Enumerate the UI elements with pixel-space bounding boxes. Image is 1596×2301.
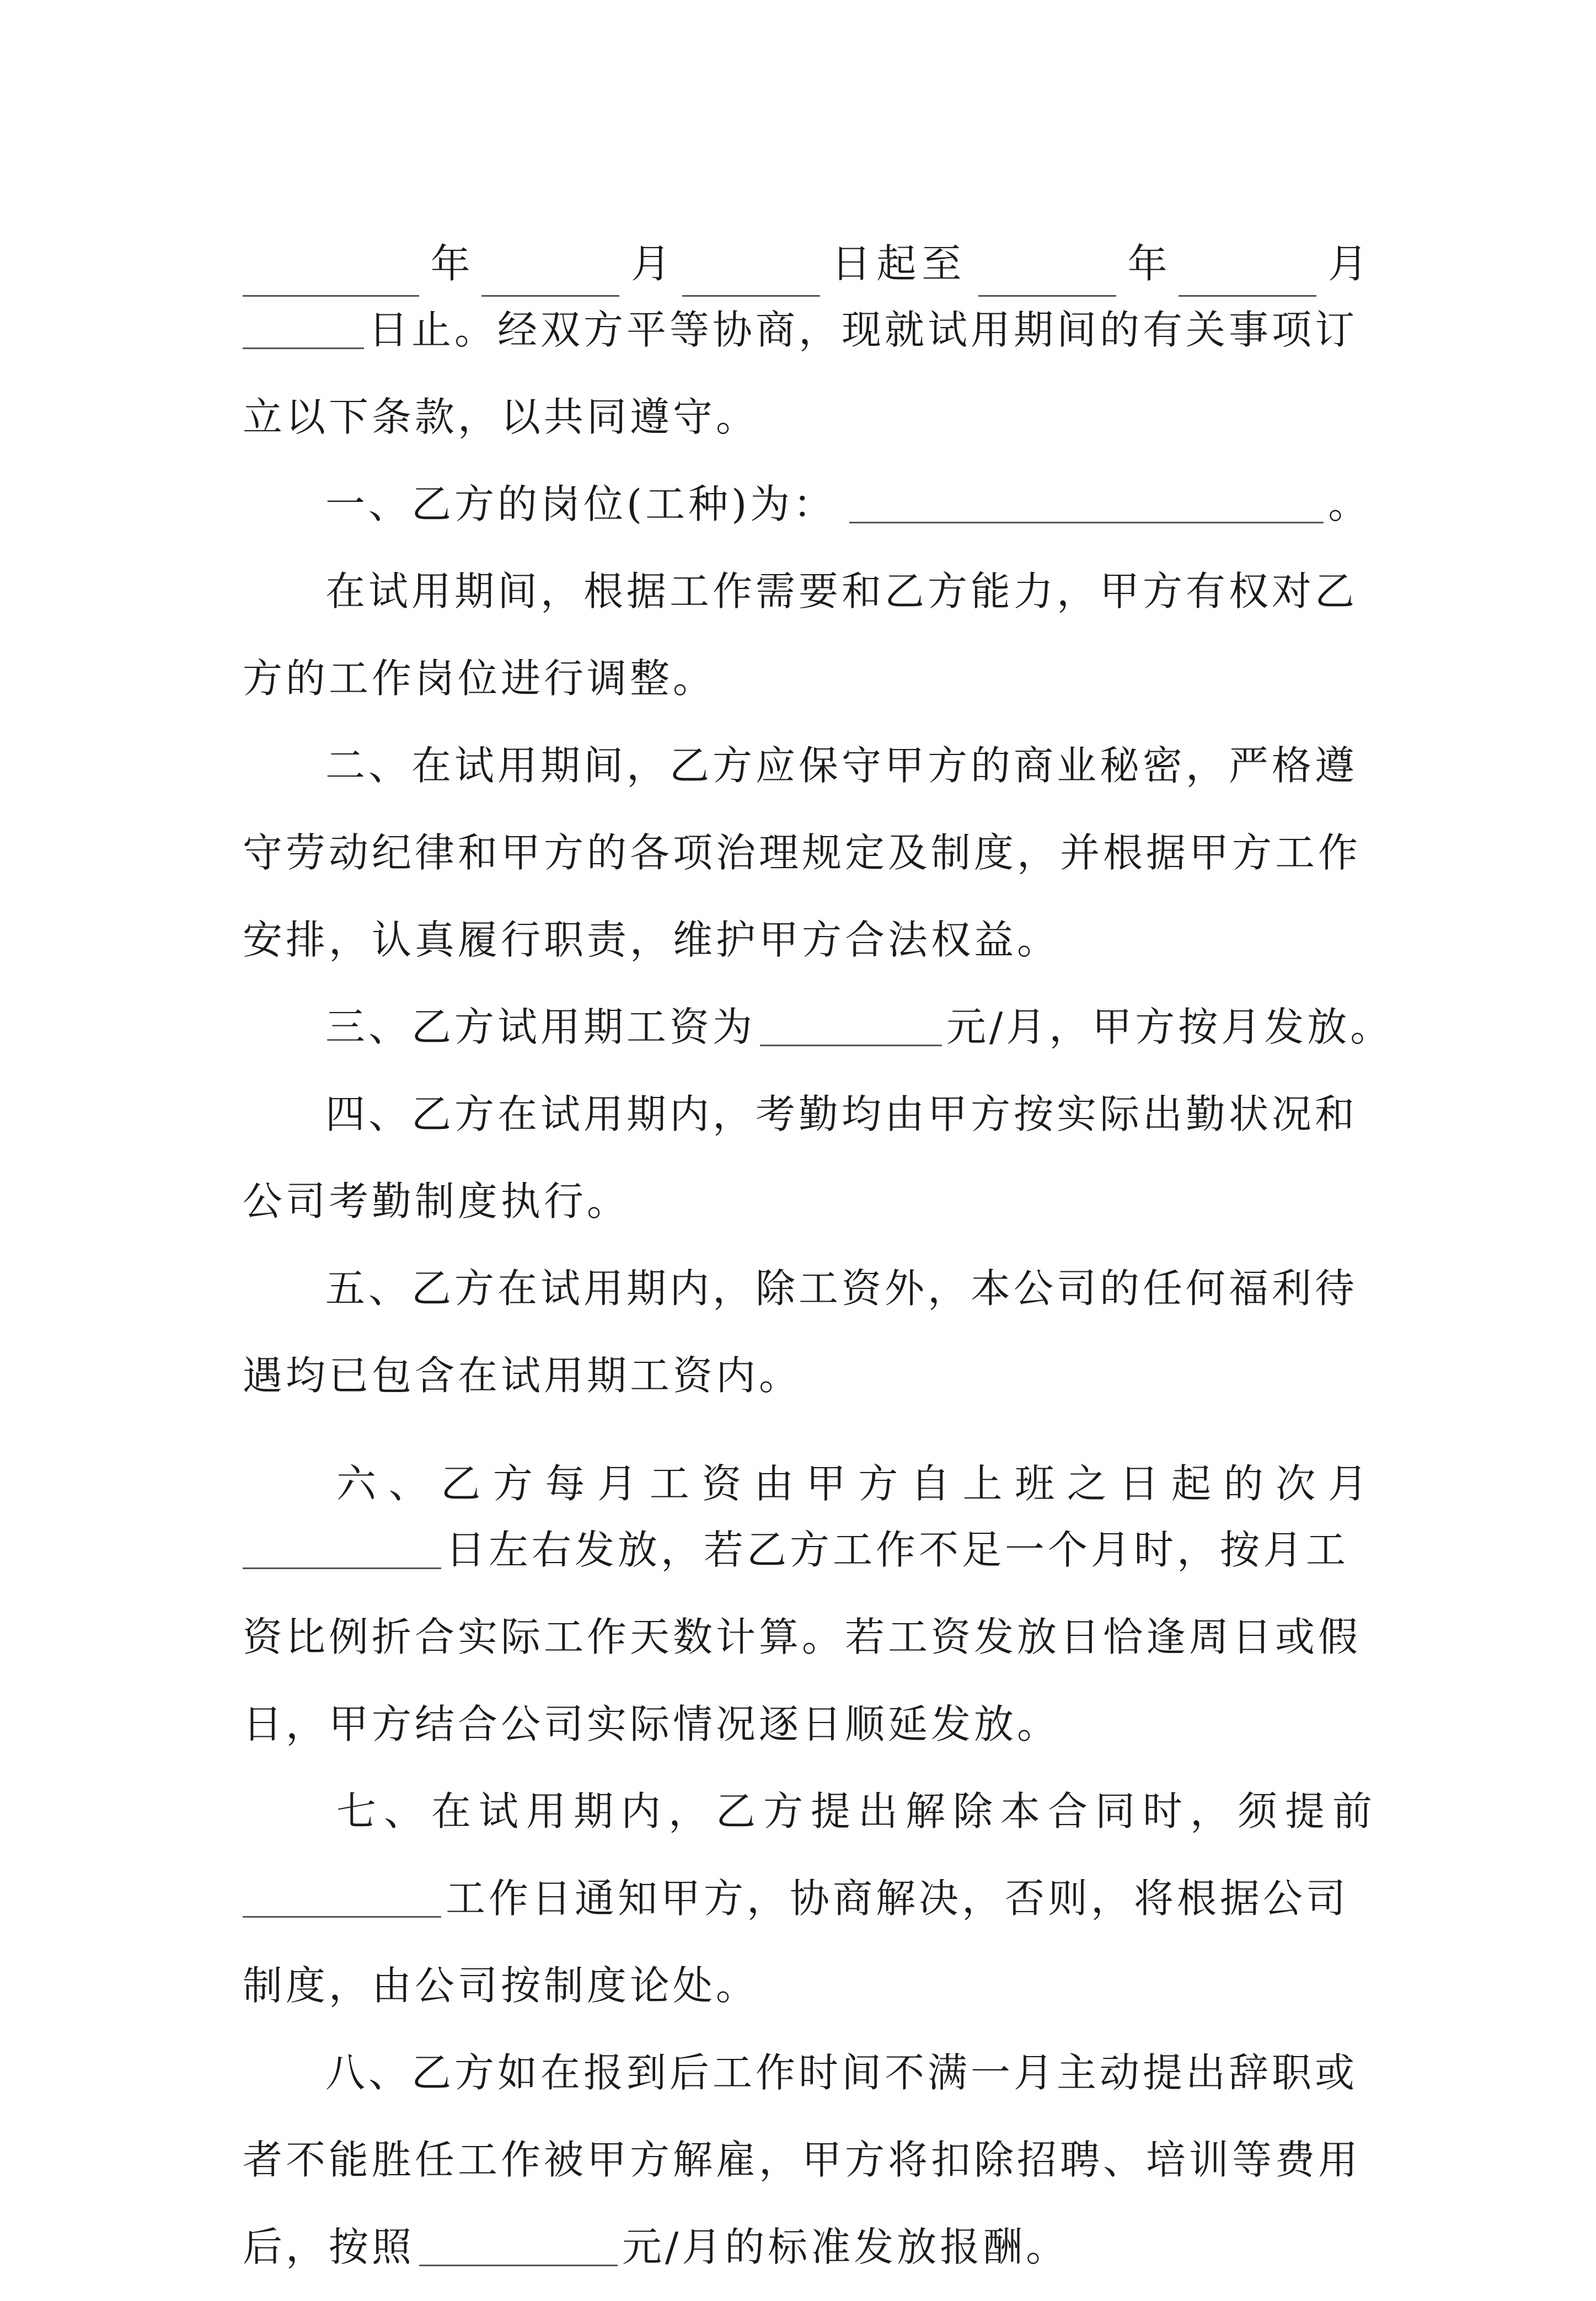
text-line-9: 安排，认真履行职责，维护甲方合法权益。 (243, 917, 1061, 963)
line-clause-4 (243, 1081, 1368, 1168)
text-line-21: 制度，由公司按制度论处。 (243, 1962, 759, 2009)
clause-6-char: 班 (1015, 1460, 1055, 1507)
text-line-24-post: 元/月的标准发放报酬。 (622, 2224, 1069, 2270)
line-clause-7 (243, 1778, 1380, 1865)
blank-trial-salary (760, 1005, 942, 1046)
blank-end-day (243, 308, 364, 349)
text-line-16: 日左右发放，若乙方工作不足一个月时，按月工 (446, 1527, 1349, 1573)
clause-6-char: 乙 (441, 1460, 481, 1507)
line-24 (243, 2214, 1368, 2301)
text-clause-4: 四、乙方在试用期内，考勤均由甲方按实际出勤状况和 (325, 1091, 1358, 1137)
clause-6-char: 方 (492, 1460, 533, 1507)
line-20 (243, 1865, 1368, 1952)
line-14 (243, 1342, 1368, 1430)
line-18 (243, 1691, 1368, 1778)
text-clause-2: 二、在试用期间，乙方应保守甲方的商业秘密，严格遵 (325, 742, 1358, 789)
clause-6-char: 上 (962, 1460, 1003, 1507)
text-clause-3-post: 元/月，甲方按月发放。 (946, 1004, 1394, 1050)
blank-end-year (978, 255, 1116, 297)
text-line-2: 日止。经双方平等协商，现就试用期间的有关事项订 (368, 307, 1358, 353)
clause-6-char: 由 (754, 1460, 794, 1507)
line-2 (243, 297, 1368, 384)
clause-6-char: 的 (1223, 1460, 1263, 1507)
text-month: 月 (630, 240, 671, 287)
text-line-5: 在试用期间，根据工作需要和乙方能力，甲方有权对乙 (325, 568, 1358, 614)
line-clause-3 (243, 994, 1394, 1081)
blank-pay-standard (419, 2225, 618, 2266)
line-5 (243, 558, 1368, 645)
blank-pay-day (243, 1528, 441, 1569)
line-date-range (243, 210, 1368, 297)
text-period: 。 (1328, 481, 1372, 527)
clause-6-char: 之 (1067, 1460, 1107, 1507)
text-month-2: 月 (1327, 240, 1368, 287)
line-clause-6 (243, 1430, 1368, 1517)
line-9 (243, 907, 1368, 994)
line-16 (243, 1517, 1368, 1604)
clause-6-char: 、 (388, 1460, 429, 1507)
clause-6-char: 月 (1327, 1460, 1368, 1507)
text-line-12: 公司考勤制度执行。 (243, 1178, 630, 1224)
clause-6-char: 六 (336, 1460, 377, 1507)
line-23 (243, 2127, 1368, 2214)
blank-start-month (481, 255, 619, 297)
text-line-17: 资比例折合实际工作天数计算。若工资发放日恰逢周日或假 (243, 1614, 1362, 1660)
text-clause-1: 一、乙方的岗位(工种)为： (325, 481, 837, 527)
line-clause-8 (243, 2040, 1368, 2127)
line-clause-2 (243, 732, 1368, 820)
line-8 (243, 820, 1368, 907)
clause-6-char: 日 (1119, 1460, 1159, 1507)
text-line-24-pre: 后，按照 (243, 2224, 415, 2270)
text-year: 年 (430, 240, 470, 287)
line-clause-5 (243, 1255, 1368, 1342)
text-line-3: 立以下条款，以共同遵守。 (243, 394, 759, 440)
clause-6-char: 自 (910, 1460, 950, 1507)
blank-start-day (682, 255, 820, 297)
blank-end-month (1179, 255, 1316, 297)
text-clause-7: 七、在试用期内，乙方提出解除本合同时，须提前 (336, 1788, 1380, 1834)
clause-6-char: 资 (701, 1460, 742, 1507)
line-21 (243, 1952, 1368, 2040)
text-clause-3-pre: 三、乙方试用期工资为 (325, 1004, 756, 1050)
line-3 (243, 384, 1368, 471)
text-clause-5: 五、乙方在试用期内，除工资外，本公司的任何福利待 (325, 1265, 1358, 1312)
clause-6-char: 次 (1276, 1460, 1316, 1507)
clause-6-char: 工 (649, 1460, 689, 1507)
document-page (243, 210, 1394, 2301)
text-line-6: 方的工作岗位进行调整。 (243, 655, 716, 702)
blank-position (849, 482, 1324, 523)
text-line-20: 工作日通知甲方，协商解决，否则，将根据公司 (446, 1875, 1349, 1922)
line-6 (243, 645, 1368, 732)
clause-6-char: 月 (597, 1460, 638, 1507)
line-12 (243, 1168, 1368, 1255)
text-year-2: 年 (1127, 240, 1167, 287)
line-clause-1 (243, 471, 1372, 558)
text-clause-8: 八、乙方如在报到后工作时间不满一月主动提出辞职或 (325, 2050, 1358, 2096)
text-line-14: 遇均已包含在试用期工资内。 (243, 1352, 802, 1399)
text-day-from: 日起至 (831, 240, 967, 287)
text-line-8: 守劳动纪律和甲方的各项治理规定及制度，并根据甲方工作 (243, 830, 1362, 876)
text-line-18: 日，甲方结合公司实际情况逐日顺延发放。 (243, 1701, 1061, 1747)
clause-6-char: 甲 (806, 1460, 846, 1507)
text-line-23: 者不能胜任工作被甲方解雇，甲方将扣除招聘、培训等费用 (243, 2137, 1362, 2183)
blank-notice-days (243, 1876, 441, 1918)
clause-6-char: 每 (545, 1460, 585, 1507)
blank-start-year (243, 255, 419, 297)
clause-6-char: 起 (1171, 1460, 1212, 1507)
line-17 (243, 1604, 1368, 1691)
clause-6-char: 方 (858, 1460, 898, 1507)
